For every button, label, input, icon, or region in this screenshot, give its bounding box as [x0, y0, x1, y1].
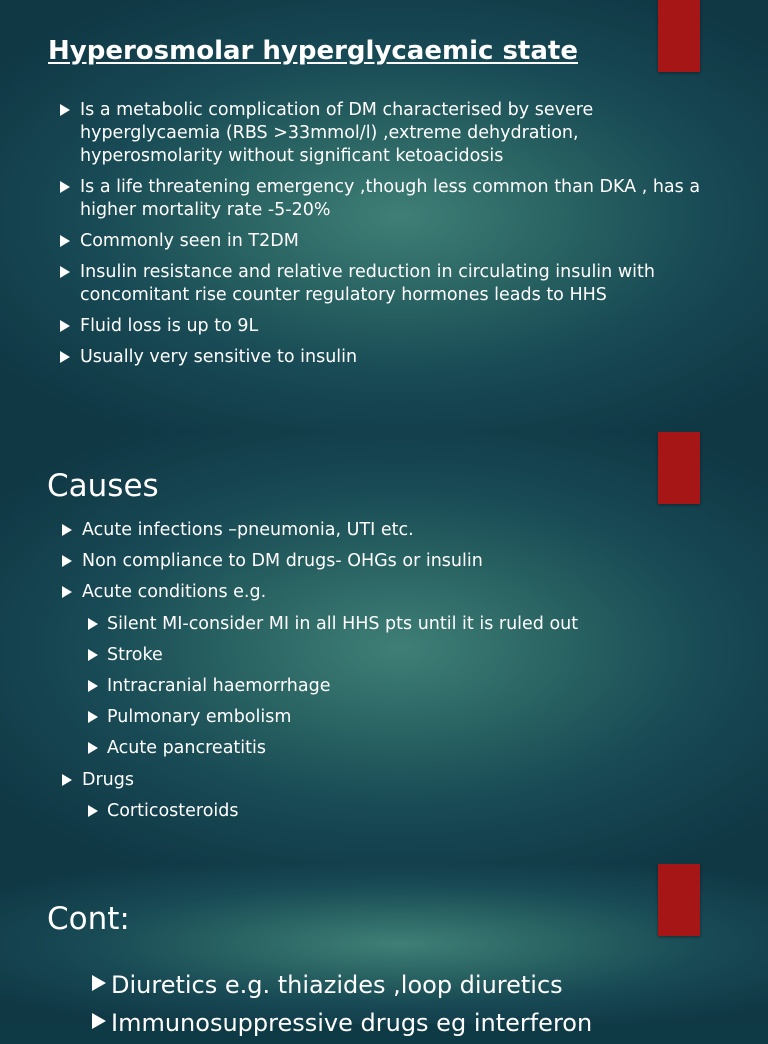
slide-title: Causes [47, 468, 159, 504]
triangle-bullet-icon [88, 742, 98, 754]
bullet-list [92, 968, 752, 1044]
list-item: Stroke [86, 644, 740, 667]
triangle-bullet-icon [60, 320, 70, 332]
list-item: Acute infections –pneumonia, UTI etc. [60, 519, 740, 542]
bullet-list [58, 99, 718, 377]
triangle-bullet-icon [60, 181, 70, 193]
triangle-bullet-icon [60, 266, 70, 278]
list-item: Acute conditions e.g. [60, 581, 740, 604]
slide-title: Hyperosmolar hyperglycaemic state [48, 36, 578, 66]
list-item: Silent MI-consider MI in all HHS pts until it is ruled out [86, 613, 740, 636]
triangle-bullet-icon [88, 680, 98, 692]
list-item: Corticosteroids [86, 800, 740, 823]
list-item: Diuretics e.g. thiazides ,loop diuretics [92, 968, 752, 1002]
slide-title: Cont: [47, 901, 130, 937]
list-item: Intracranial haemorrhage [86, 675, 740, 698]
accent-bar [658, 432, 700, 504]
list-item: Non compliance to DM drugs- OHGs or insulin [60, 550, 740, 573]
list-item: Immunosuppressive drugs eg interferon [92, 1006, 752, 1040]
triangle-bullet-icon [60, 351, 70, 363]
list-item: Fluid loss is up to 9L [58, 315, 718, 338]
accent-bar [658, 0, 700, 72]
list-item: Commonly seen in T2DM [58, 230, 718, 253]
list-item: Acute pancreatitis [86, 737, 740, 760]
triangle-bullet-icon [88, 805, 98, 817]
slide-1 [0, 0, 768, 432]
triangle-bullet-icon [62, 524, 72, 536]
list-item: Is a metabolic complication of DM characterised by severe hyperglycaemia (RBS >33mmol/l) ,extreme dehydration, hyperosmolarity without significant ketoacidosis [58, 99, 718, 168]
triangle-bullet-icon [92, 975, 106, 991]
triangle-bullet-icon [88, 618, 98, 630]
list-item: Is a life threatening emergency ,though less common than DKA , has a higher mortality rate -5-20% [58, 176, 718, 222]
triangle-bullet-icon [92, 1013, 106, 1029]
bullet-list [60, 519, 740, 831]
triangle-bullet-icon [62, 586, 72, 598]
triangle-bullet-icon [88, 649, 98, 661]
list-item: Pulmonary embolism [86, 706, 740, 729]
accent-bar [658, 864, 700, 936]
list-item: Usually very sensitive to insulin [58, 346, 718, 369]
triangle-bullet-icon [60, 104, 70, 116]
triangle-bullet-icon [88, 711, 98, 723]
triangle-bullet-icon [62, 774, 72, 786]
list-item: Insulin resistance and relative reduction in circulating insulin with concomitant rise counter regulatory hormones leads to HHS [58, 261, 718, 307]
list-item: Drugs [60, 769, 740, 792]
triangle-bullet-icon [62, 555, 72, 567]
triangle-bullet-icon [60, 235, 70, 247]
